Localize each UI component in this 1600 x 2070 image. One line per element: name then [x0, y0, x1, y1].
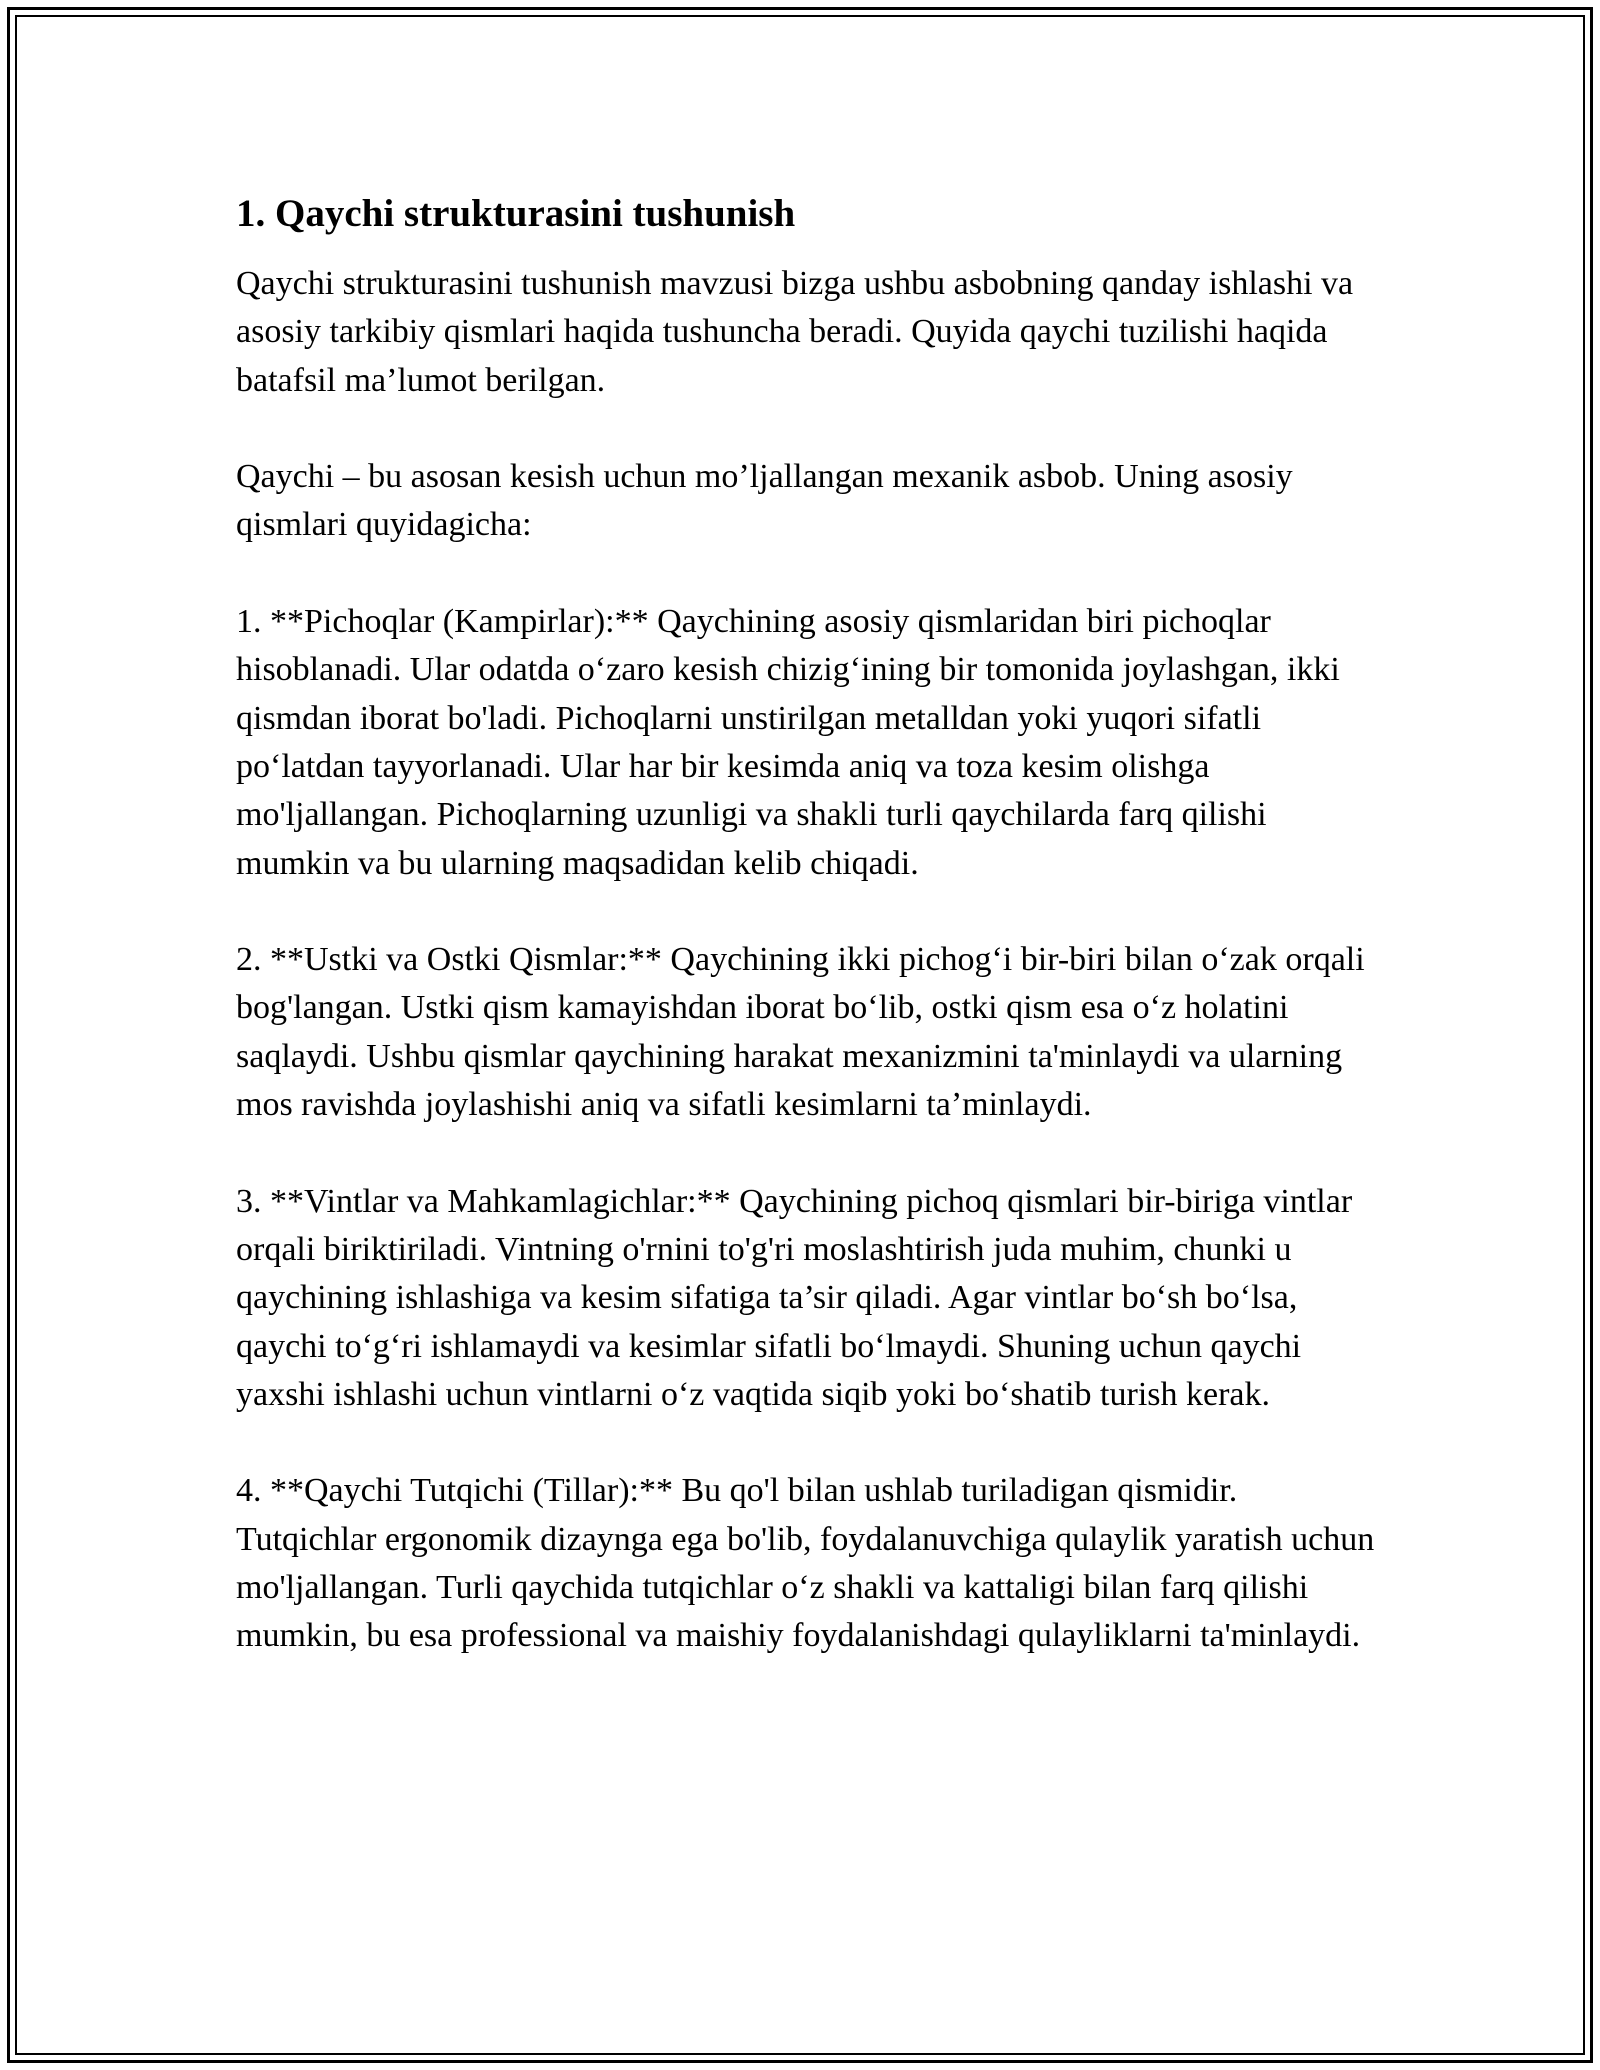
list-item-handles: 4. **Qaychi Tutqichi (Tillar):** Bu qo'l bilan ushlab turiladigan qismidir. Tutqichlar ergonomik dizaynga ega bo'lib, foydalanuvchiga qulaylik yaratish uchun mo'ljallangan. Turli qaychida tutqichlar oʻz shakli va kattaligi bilan farq qilishi mumkin, bu esa professional va maishiy foydalanishdagi qulayliklarni ta'minlaydi.: [236, 1472, 1375, 1655]
intro-paragraph: Qaychi strukturasini tushunish mavzusi bizga ushbu asbobning qanday ishlashi va asosiy tarkibiy qismlari haqida tushuncha beradi. Quyida qaychi tuzilishi haqida batafsil ma’lumot berilgan.: [236, 265, 1354, 399]
section-heading: 1. Qaychi strukturasini tushunish: [236, 192, 796, 235]
list-item-screws: 3. **Vintlar va Mahkamlagichlar:** Qaychining pichoq qismlari bir-biriga vintlar orqali biriktiriladi. Vintning o'rnini to'g'ri moslashtirish juda muhim, chunki u qaychining ishlashiga va kesim sifatiga ta’sir qiladi. Agar vintlar boʻsh boʻlsa, qaychi toʻgʻri ishlamaydi va kesimlar sifatli boʻlmaydi. Shuning uchun qaychi yaxshi ishlashi uchun vintlarni oʻz vaqtida siqib yoki boʻshatib turish kerak.: [236, 1182, 1353, 1413]
document-body: [236, 188, 1376, 1709]
list-item-blades: 1. **Pichoqlar (Kampirlar):** Qaychining asosiy qismlaridan biri pichoqlar hisoblanadi. Ular odatda oʻzaro kesish chizigʻining bir tomonida joylashgan, ikki qismdan iborat bo'ladi. Pichoqlarni unstirilgan metalldan yoki yuqori sifatli poʻlatdan tayyorlanadi. Ular har bir kesimda aniq va toza kesim olishga mo'ljallangan. Pichoqlarning uzunligi va shakli turli qaychilarda farq qilishi mumkin va bu ularning maqsadidan kelib chiqadi.: [236, 603, 1340, 882]
list-item-upper-lower-parts: 2. **Ustki va Ostki Qismlar:** Qaychining ikki pichogʻi bir-biri bilan oʻzak orqali bog'langan. Ustki qism kamayishdan iborat boʻlib, ostki qism esa oʻz holatini saqlaydi. Ushbu qismlar qaychining harakat mexanizmini ta'minlaydi va ularning mos ravishda joylashishi aniq va sifatli kesimlarni ta’minlaydi.: [236, 941, 1365, 1124]
definition-paragraph: Qaychi – bu asosan kesish uchun mo’ljallangan mexanik asbob. Uning asosiy qismlari quyidagicha:: [236, 458, 1293, 544]
